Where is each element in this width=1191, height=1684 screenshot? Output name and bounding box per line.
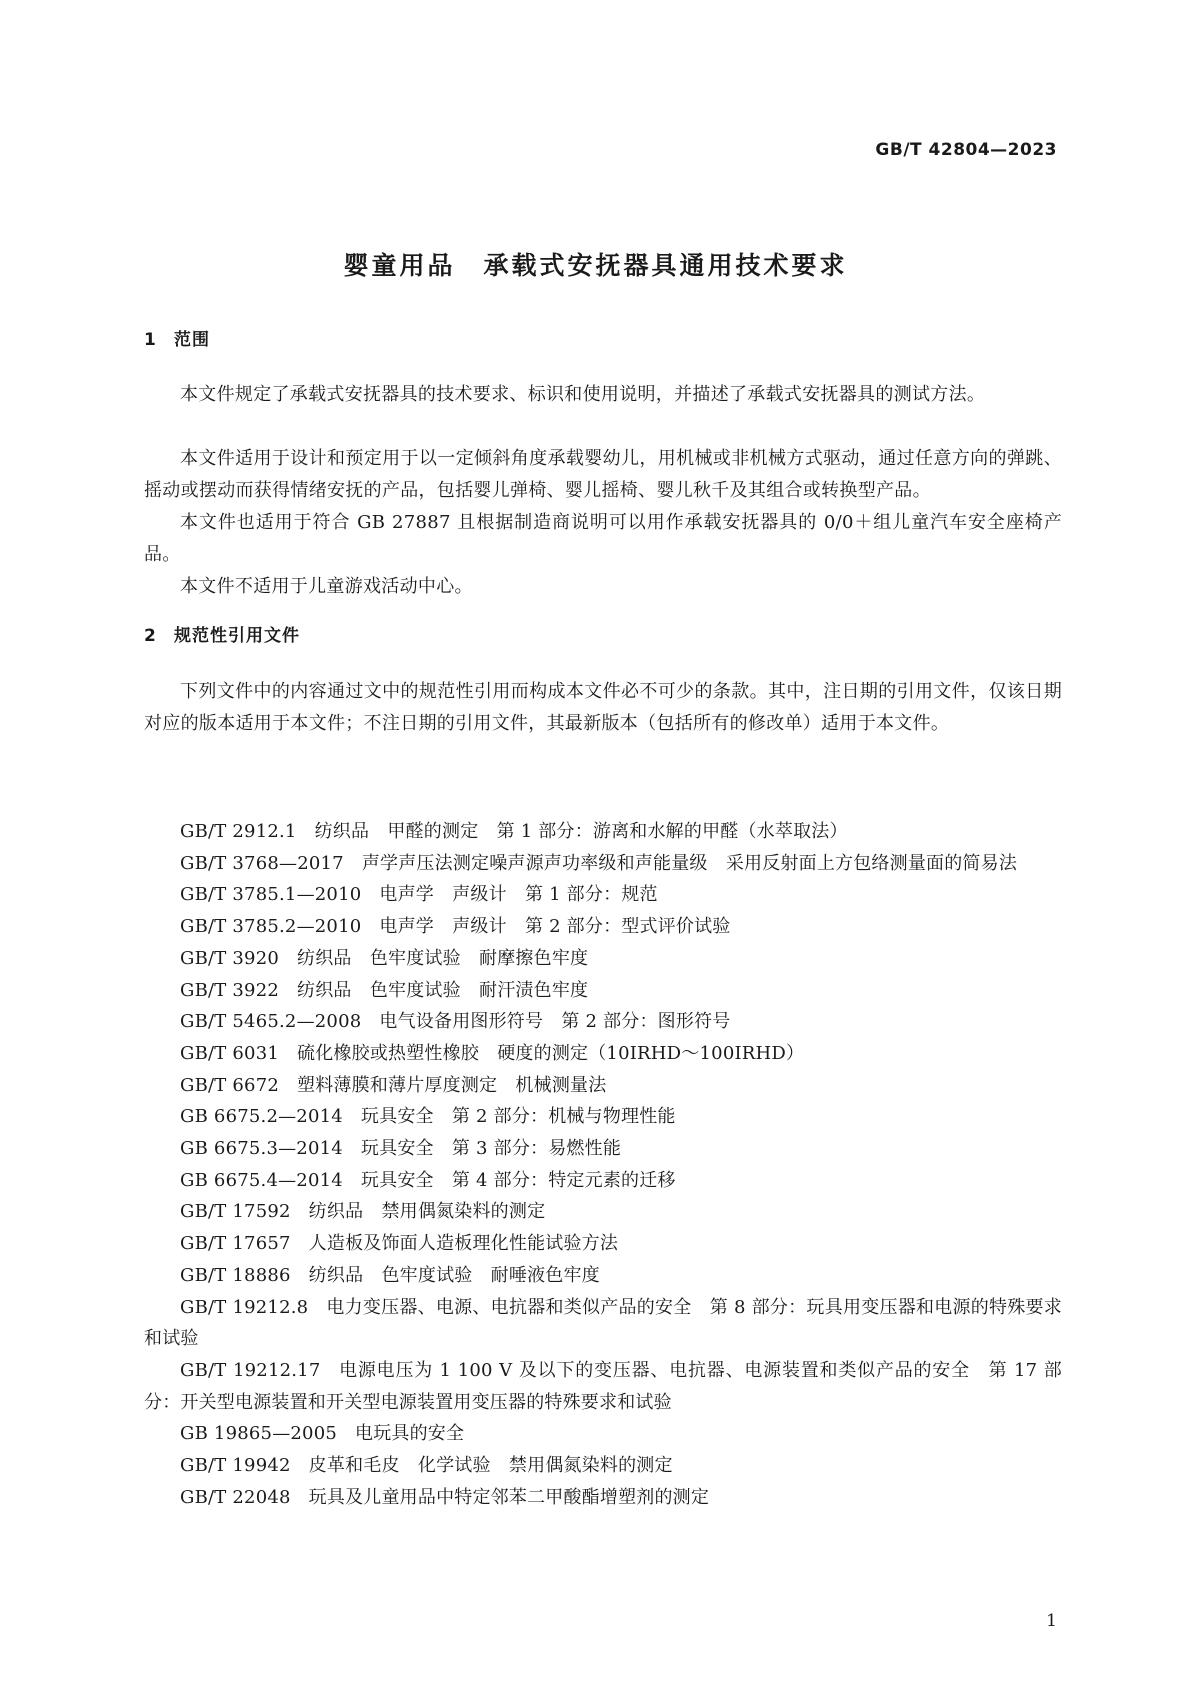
paragraph: 本文件不适用于儿童游戏活动中心。 [180, 576, 473, 597]
reference-item [144, 816, 1062, 848]
reference-code: GB/T 2912.1 [180, 821, 297, 842]
section-2-heading [144, 621, 300, 646]
reference-code: GB 6675.4—2014 [180, 1169, 343, 1191]
reference-item [144, 848, 1062, 880]
reference-item [144, 1228, 1062, 1260]
section-title: 范围 [174, 330, 210, 350]
reference-code: GB/T 18886 [180, 1264, 291, 1286]
reference-title: 皮革和毛皮 化学试验 禁用偶氮染料的测定 [308, 1455, 673, 1477]
section-title: 规范性引用文件 [174, 626, 300, 646]
reference-item [144, 1260, 1062, 1292]
reference-code: GB/T 17657 [180, 1233, 291, 1255]
reference-item [144, 1165, 1062, 1197]
reference-code: GB/T 3785.1—2010 [180, 884, 362, 906]
reference-item [144, 1292, 1062, 1355]
reference-code: GB 19865—2005 [180, 1423, 337, 1445]
section-2-intro: 下列文件中的内容通过文中的规范性引用而构成本文件必不可少的条款。其中，注日期的引用文件，仅该日期对应的版本适用于本文件；不注日期的引用文件，其最新版本（包括所有的修改单）适用于本文件。 [144, 681, 1062, 734]
document-title: 婴童用品 承载式安抚器具通用技术要求 [343, 251, 848, 280]
reference-title: 声学声压法测定噪声源声功率级和声能量级 采用反射面上方包络测量面的简易法 [361, 852, 1018, 874]
section-number: 1 [144, 330, 157, 350]
reference-title: 纺织品 色牢度试验 耐汗渍色牢度 [297, 979, 589, 1001]
reference-code: GB/T 22048 [180, 1486, 291, 1508]
reference-title: 电声学 声级计 第 2 部分：型式评价试验 [379, 916, 731, 938]
reference-title: 电玩具的安全 [355, 1423, 465, 1445]
reference-title: 纺织品 色牢度试验 耐唾液色牢度 [308, 1264, 600, 1286]
reference-title: 纺织品 禁用偶氮染料的测定 [308, 1201, 546, 1223]
reference-title: 纺织品 甲醛的测定 第 1 部分：游离和水解的甲醛（水萃取法） [314, 821, 848, 842]
reference-item [144, 1482, 1062, 1514]
paragraph: 本文件规定了承载式安抚器具的技术要求、标识和使用说明，并描述了承载式安抚器具的测试方法。 [180, 384, 986, 405]
page-number: 1 [1046, 1611, 1057, 1631]
reference-title: 电源电压为 1 100 V 及以下的变压器、电抗器、电源装置和类似产品的安全 第 17 部分：开关型电源装置和开关型电源装置用变压器的特殊要求和试验 [144, 1359, 1062, 1413]
reference-item [144, 1450, 1062, 1482]
reference-title: 电气设备用图形符号 第 2 部分：图形符号 [379, 1011, 731, 1033]
reference-title: 玩具安全 第 4 部分：特定元素的迁移 [360, 1169, 676, 1191]
paragraph: 本文件适用于设计和预定用于以一定倾斜角度承载婴幼儿，用机械或非机械方式驱动，通过任意方向的弹跳、摇动或摆动而获得情绪安抚的产品，包括婴儿弹椅、婴儿摇椅、婴儿秋千及其组合或转换型产品。 [144, 448, 1062, 501]
reference-item [144, 975, 1062, 1007]
reference-code: GB/T 3785.2—2010 [180, 916, 362, 938]
reference-list [144, 816, 1062, 1513]
reference-item [144, 943, 1062, 975]
reference-code: GB 6675.2—2014 [180, 1106, 343, 1128]
reference-title: 人造板及饰面人造板理化性能试验方法 [308, 1233, 619, 1255]
reference-code: GB/T 19942 [180, 1455, 291, 1477]
reference-title: 塑料薄膜和薄片厚度测定 机械测量法 [297, 1074, 607, 1096]
reference-code: GB/T 3768—2017 [180, 852, 344, 874]
reference-item [144, 1101, 1062, 1133]
reference-item [144, 1418, 1062, 1450]
reference-code: GB 6675.3—2014 [180, 1138, 343, 1160]
paragraph: 本文件也适用于符合 GB 27887 且根据制造商说明可以用作承载安抚器具的 0/0＋组儿童汽车安全座椅产品。 [144, 512, 1062, 565]
reference-item [144, 879, 1062, 911]
reference-title: 电力变压器、电源、电抗器和类似产品的安全 第 8 部分：玩具用变压器和电源的特殊要求和试验 [144, 1296, 1062, 1350]
reference-item [144, 1196, 1062, 1228]
reference-item [144, 911, 1062, 943]
reference-title: 电声学 声级计 第 1 部分：规范 [379, 884, 658, 906]
section-1-heading [144, 325, 210, 350]
reference-code: GB/T 3920 [180, 947, 280, 969]
reference-code: GB/T 3922 [180, 979, 280, 1001]
reference-code: GB/T 5465.2—2008 [180, 1011, 362, 1033]
reference-code: GB/T 19212.8 [180, 1296, 309, 1318]
reference-item [144, 1038, 1062, 1070]
reference-item [144, 1006, 1062, 1038]
section-number: 2 [144, 626, 157, 646]
reference-item [144, 1355, 1062, 1418]
reference-title: 玩具安全 第 2 部分：机械与物理性能 [360, 1106, 676, 1128]
reference-title: 玩具及儿童用品中特定邻苯二甲酸酯增塑剂的测定 [308, 1486, 710, 1508]
reference-title: 纺织品 色牢度试验 耐摩擦色牢度 [297, 947, 589, 969]
reference-title: 硫化橡胶或热塑性橡胶 硬度的测定（10IRHD～100IRHD） [297, 1042, 805, 1064]
reference-code: GB/T 17592 [180, 1201, 291, 1223]
reference-code: GB/T 19212.17 [180, 1359, 321, 1381]
standard-code: GB/T 42804—2023 [875, 140, 1057, 160]
reference-item [144, 1133, 1062, 1165]
reference-title: 玩具安全 第 3 部分：易燃性能 [360, 1138, 622, 1160]
reference-code: GB/T 6672 [180, 1074, 280, 1096]
reference-code: GB/T 6031 [180, 1042, 280, 1064]
reference-item [144, 1070, 1062, 1102]
